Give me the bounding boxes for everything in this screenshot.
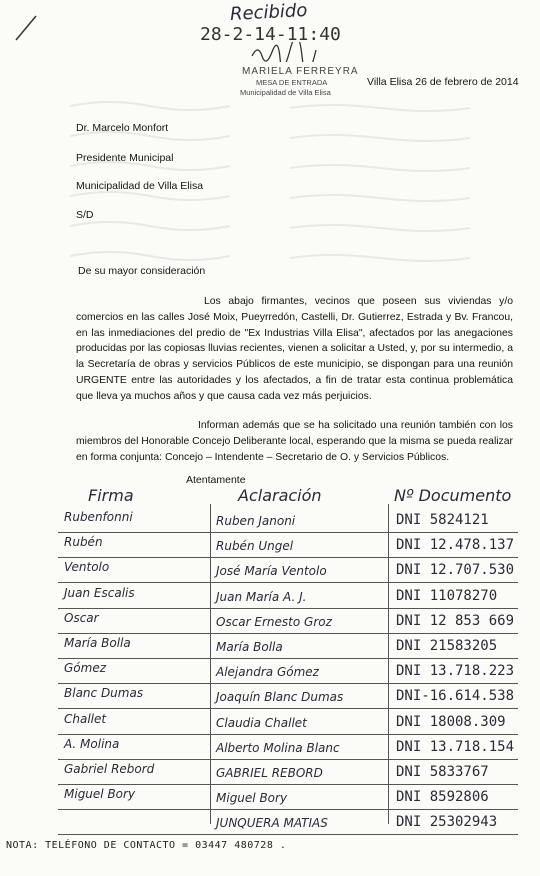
addressee-sd: S/D [76,209,94,221]
signature-aclaracion: María Bolla [216,640,283,654]
letter-date: Villa Elisa 26 de febrero de 2014 [367,76,519,88]
header-aclaracion: Aclaración [238,486,322,505]
stamp-desk: MESA DE ENTRADA [256,78,328,87]
greeting: De su mayor consideración [78,265,206,277]
body-paragraph-1: Los abajo firmantes, vecinos que poseen sus viviendas y/o comercios en las calles José Moix, Pueyrredón, Castelli, Dr. Gutierrez, Estrada y Bv. Francou, en las inmediaciones del predio de "Ex Industrias Villa Elisa", afectados por las anegaciones producidas por las copiosas lluvias recientes, vienen a solicitar a Usted, y, por su intermedio, a la Secretaría de obras y servicios Públicos de este municipio, se dispongan para una reunión URGENTE entre las autoridades y los afectados, a fin de tratar esta continua problemática que lleva ya muchos años y que causa cada vez más perjuicios. [76,296,513,402]
signature-row [58,684,528,711]
signature-aclaracion: Alejandra Gómez [216,665,319,680]
signature-row [58,508,528,535]
signature-firma: Challet [64,711,107,726]
signature-firma: Rubén [64,535,103,550]
stamp-name: MARIELA FERREYRA [242,66,359,77]
signature-documento: DNI 12.707.530 [396,562,515,579]
signature-row [58,659,528,686]
signature-documento: DNI 5824121 [396,512,489,528]
header-documento: Nº Documento [394,486,512,505]
signature-documento: DNI 12 853 669 [396,612,515,629]
signature-aclaracion: Oscar Ernesto Groz [216,614,332,629]
signature-row [58,810,528,837]
signature-row [58,584,528,611]
signature-firma: Rubenfonni [64,510,133,524]
addressee-title: Presidente Municipal [76,152,174,164]
signature-row [58,609,528,636]
signature-documento: DNI 12.478.137 [396,537,515,554]
body-paragraph-2: Informan además que se ha solicitado una reunión también con los miembros del Honorable Concejo Deliberante local, esperando que la misma se pueda realizar en forma conjunta: Concejo – Intendente – Secretario de O. y Servicios Públicos. [76,420,513,463]
signature-documento: DNI 13.718.154 [396,738,515,755]
signature-firma: Oscar [64,610,99,625]
stamp-recibido: Recibido [229,0,308,26]
signature-firma: A. Molina [64,736,120,751]
signature-aclaracion: Alberto Molina Blanc [216,740,340,755]
signature-documento: DNI 5833767 [396,764,489,780]
signature-firma: Miguel Bory [64,787,136,802]
signature-firma: Juan Escalis [64,585,135,600]
stamp-date: 28-2-14-11:40 [200,24,341,45]
signature-documento: DNI 21583205 [396,638,498,654]
margin-slash-mark [14,14,38,42]
signature-row [58,533,528,560]
signature-firma: Blanc Dumas [64,686,144,701]
signature-row [58,760,528,787]
signature-aclaracion: Ruben Janoni [216,514,296,528]
stamp-municipality: Municipalidad de Villa Elisa [240,88,331,97]
addressee-name: Dr. Marcelo Monfort [76,122,169,134]
signature-aclaracion: José María Ventolo [216,564,327,579]
signature-firma: Ventolo [64,560,110,575]
signature-row [58,785,528,812]
signature-documento: DNI 8592806 [396,789,489,806]
signature-firma: Gómez [64,661,107,676]
signature-aclaracion: Joaquín Blanc Dumas [216,690,344,705]
closing: Atentamente [186,474,246,486]
signature-documento: DNI-16.614.538 [396,688,515,705]
signature-aclaracion: Rubén Ungel [216,539,294,554]
signature-firma: María Bolla [64,636,131,650]
signature-documento: DNI 11078270 [396,587,498,604]
addressee-institution: Municipalidad de Villa Elisa [76,180,204,192]
row-underline [58,834,518,835]
signature-aclaracion: Juan María A. J. [216,589,307,604]
signature-row [58,634,528,661]
signature-documento: DNI 18008.309 [396,713,506,730]
signature-row [58,558,528,585]
signature-aclaracion: JUNQUERA MATIAS [216,816,328,831]
stamp-signature [250,42,320,62]
signature-documento: DNI 25302943 [396,814,498,831]
signature-row [58,735,528,762]
signature-aclaracion: Claudia Challet [216,715,307,730]
reception-stamp [160,2,380,102]
signature-aclaracion: GABRIEL REBORD [216,766,323,780]
contact-note: NOTA: TELÉFONO DE CONTACTO = 03447 480728 . [6,840,287,851]
signature-firma: Gabriel Rebord [64,762,155,776]
signature-aclaracion: Miguel Bory [216,791,288,806]
signature-documento: DNI 13.718.223 [396,663,515,680]
signature-row [58,710,528,737]
header-firma: Firma [88,486,134,505]
